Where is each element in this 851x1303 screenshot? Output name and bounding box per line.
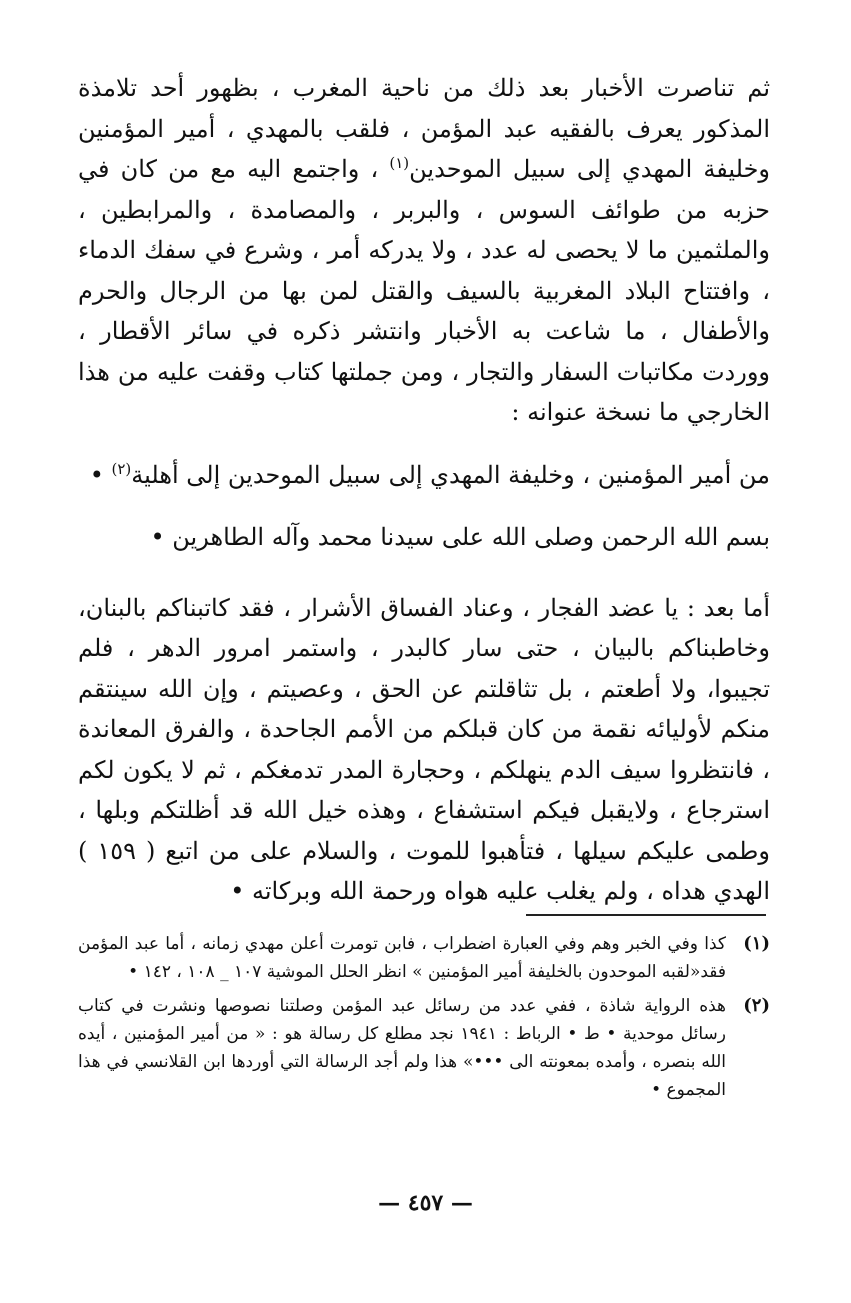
letter-heading-end: • xyxy=(89,460,104,489)
page-number: — ٤٥٧ — xyxy=(378,1190,473,1216)
paragraph-1-text: ثم تناصرت الأخبار بعد ذلك من ناحية المغرب ، بظهور أحد تلامذة المذكور يعرف بالفقيه عبد المؤمن ، فلقب بالمهدي ، أمير المؤمنين وخليفة المهدي إلى سبيل الموحدين xyxy=(78,74,771,183)
paragraph-1 xyxy=(78,68,770,433)
main-text xyxy=(78,68,770,912)
footnote-ref-2: (٢) xyxy=(111,459,132,478)
footnote xyxy=(78,992,770,1104)
footnote-number: (١) xyxy=(743,933,770,954)
footnote xyxy=(78,930,770,986)
footnote-divider xyxy=(526,914,766,916)
footnote-number: (٢) xyxy=(743,995,770,1016)
footnote-text: هذه الرواية شاذة ، ففي عدد من رسائل عبد المؤمن وصلتنا نصوصها ونشرت في كتاب رسائل موحدية • ط • الرباط : ١٩٤١ نجد مطلع كل رسالة هو : « من أمير المؤمنين ، أيده الله بنصره ، وأمده بمعونته الى •••» هذا ولم أجد الرسالة التي أوردها ابن القلانسي في هذا المجموع • xyxy=(78,996,726,1100)
letter-heading xyxy=(78,455,770,496)
footnotes xyxy=(78,930,770,1110)
footnote-text: كذا وفي الخبر وهم وفي العبارة اضطراب ، فابن تومرت أعلن مهدي زمانه ، أما عبد المؤمن فقد«لقبه الموحدون بالخليفة أمير المؤمنين » انظر الحلل الموشية ١٠٧ _ ١٠٨ ، ١٤٢ • xyxy=(78,934,726,982)
letter-heading-text: من أمير المؤمنين ، وخليفة المهدي إلى سبيل الموحدين إلى أهلية xyxy=(131,460,770,489)
basmala: بسم الله الرحمن وصلى الله على سيدنا محمد وآله الطاهرين • xyxy=(150,523,770,551)
footnote-ref-1: (١) xyxy=(389,154,410,172)
letter-body: أما بعد : يا عضد الفجار ، وعناد الفساق الأشرار ، فقد كاتبناكم بالبنان، وخاطبناكم بالبيان ، حتى سار كالبدر ، واستمر امرور الدهر ، فلم تجيبوا، ولا أطعتم ، بل تثاقلتم عن الحق ، وعصيتم ، وإن الله سينتقم منكم لأوليائه نقمة من كان قبلكم من الأمم الجاحدة ، والفرق المعاندة ، فانتظروا سيف الدم ينهلكم ، وحجارة المدر تدمغكم ، ثم لا يكون لكم استرجاع ، ولايقبل فيكم استشفاع ، وهذه خيل الله قد أظلتكم وبلها ، وطمى عليكم سيلها ، فتأهبوا للموت ، والسلام على من اتبع ( ١٥٩ ) الهدي هداه ، ولم يغلب عليه هواه ورحمة الله وبركاته • xyxy=(78,593,771,905)
paragraph-1-continued: ، واجتمع اليه مع من كان في حزبه من طوائف السوس ، والبربر ، والمصامدة ، والمرابطين ، والملثمين ما لا يحصى له عدد ، ولا يدركه أمر ، وشرع في سفك الدماء ، وافتتاح البلاد المغربية بالسيف والقتل لمن بها من الرجال والحرم والأطفال ، ما شاعت به الأخبار وانتشر ذكره في سائر الأقطار ، ووردت مكاتبات السفار والتجار ، ومن جملتها كتاب وقفت عليه من هذا الخارجي ما نسخة عنوانه : xyxy=(78,155,770,426)
